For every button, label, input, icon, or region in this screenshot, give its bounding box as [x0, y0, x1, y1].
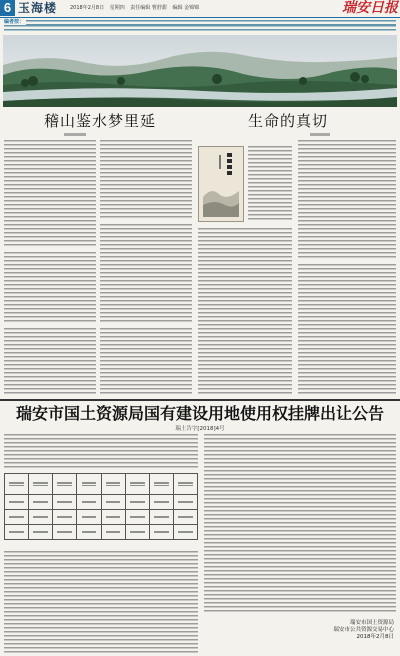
- cell-text-mark: [57, 516, 72, 518]
- cell-text-mark: [82, 516, 97, 518]
- cell-text-mark: [130, 501, 145, 503]
- table-cell: [53, 510, 77, 525]
- table-cell: [77, 525, 101, 540]
- table-cell: [125, 510, 149, 525]
- cell-text-mark: [9, 485, 24, 487]
- table-cell: [5, 525, 29, 540]
- article-body-column: [298, 140, 396, 260]
- notice-body-text: [4, 551, 198, 655]
- table-cell: [149, 525, 173, 540]
- article-body-column: [4, 140, 96, 248]
- notice-title: 瑞安市国土资源局国有建设用地使用权挂牌出让公告: [15, 404, 384, 423]
- cell-text-mark: [57, 482, 72, 484]
- table-cell: [5, 495, 29, 510]
- table-cell: [173, 474, 197, 495]
- editor-note-text: [4, 25, 396, 33]
- table-cell: [125, 525, 149, 540]
- table-header-row: [5, 474, 198, 495]
- cell-text-mark: [106, 501, 121, 503]
- table-cell: [5, 510, 29, 525]
- cell-text-mark: [57, 531, 72, 533]
- notice-body-text: [204, 434, 396, 614]
- article-body-column: [4, 328, 96, 396]
- table-cell: [29, 510, 53, 525]
- table-cell: [29, 474, 53, 495]
- page-designer: 编辑 金锦锦: [172, 5, 200, 11]
- table-cell: [101, 525, 125, 540]
- cell-text-mark: [130, 516, 145, 518]
- article-byline: [310, 133, 330, 136]
- article-body-column: [100, 224, 192, 324]
- cell-text-mark: [178, 485, 193, 487]
- table-cell: [101, 495, 125, 510]
- cell-text-mark: [154, 501, 169, 503]
- editor-note-label: 编者按：: [4, 19, 25, 25]
- cell-text-mark: [154, 516, 169, 518]
- book-cover-image: [198, 146, 244, 222]
- cell-text-mark: [33, 482, 48, 484]
- book-cover-art: [199, 147, 243, 221]
- responsible-editor: 责任编辑 曹舒甜: [130, 5, 167, 11]
- cell-text-mark: [130, 485, 145, 487]
- issue-date: 2018年2月8日: [70, 5, 105, 11]
- cell-text-mark: [178, 501, 193, 503]
- table-cell: [101, 510, 125, 525]
- landscape-image: [3, 35, 397, 107]
- section-title: 玉海楼: [18, 1, 58, 15]
- cell-text-mark: [106, 485, 121, 487]
- table-cell: [149, 495, 173, 510]
- cell-text-mark: [106, 531, 121, 533]
- landscape-photo: [3, 35, 397, 107]
- table-cell: [53, 495, 77, 510]
- article-headline: 生命的真切: [248, 112, 329, 130]
- table-cell: [77, 495, 101, 510]
- newspaper-logo: 瑞安日报: [342, 0, 398, 16]
- notice-body-text: [4, 434, 198, 470]
- cell-text-mark: [9, 482, 24, 484]
- table-cell: [125, 474, 149, 495]
- signature-line: 瑞安市国土资源局: [349, 620, 394, 626]
- cell-text-mark: [33, 531, 48, 533]
- issue-meta: [70, 5, 203, 11]
- cell-text-mark: [178, 531, 193, 533]
- cell-text-mark: [154, 482, 169, 484]
- cell-text-mark: [9, 516, 24, 518]
- table-cell: [173, 510, 197, 525]
- table-cell: [29, 495, 53, 510]
- article-body-column: [298, 264, 396, 396]
- table-cell: [173, 525, 197, 540]
- table-cell: [29, 525, 53, 540]
- cell-text-mark: [57, 485, 72, 487]
- cell-text-mark: [82, 485, 97, 487]
- article-body-column: [198, 228, 292, 396]
- land-plot-table-grid: [4, 473, 198, 540]
- table-row: [5, 510, 198, 525]
- table-cell: [173, 495, 197, 510]
- cell-text-mark: [178, 516, 193, 518]
- article-body-column: [248, 146, 292, 222]
- article-byline: [64, 133, 86, 136]
- cell-text-mark: [130, 482, 145, 484]
- cell-text-mark: [106, 516, 121, 518]
- article-headline: 稽山鉴水梦里延: [44, 112, 157, 130]
- cell-text-mark: [57, 501, 72, 503]
- cell-text-mark: [82, 531, 97, 533]
- cell-text-mark: [154, 485, 169, 487]
- cell-text-mark: [33, 516, 48, 518]
- section-divider: [0, 399, 400, 401]
- cell-text-mark: [9, 501, 24, 503]
- cell-text-mark: [82, 501, 97, 503]
- signature-line: 瑞安市公共资源交易中心: [333, 627, 394, 633]
- masthead-rule: [0, 17, 400, 18]
- notice-signature: [333, 620, 394, 641]
- table-cell: [149, 474, 173, 495]
- table-row: [5, 495, 198, 510]
- land-plot-table: [4, 473, 198, 547]
- table-cell: [77, 510, 101, 525]
- article-body-column: [100, 328, 192, 396]
- cell-text-mark: [82, 482, 97, 484]
- cell-text-mark: [178, 482, 193, 484]
- page-number-badge: 6: [0, 0, 15, 16]
- article-body-column: [100, 140, 192, 220]
- cell-text-mark: [33, 485, 48, 487]
- table-cell: [77, 474, 101, 495]
- table-cell: [53, 525, 77, 540]
- signature-date: 2018年2月8日: [356, 634, 394, 640]
- cell-text-mark: [154, 531, 169, 533]
- table-row: [5, 525, 198, 540]
- table-cell: [101, 474, 125, 495]
- issue-weekday: 星期四: [109, 5, 125, 11]
- cell-text-mark: [106, 482, 121, 484]
- table-cell: [5, 474, 29, 495]
- cell-text-mark: [9, 531, 24, 533]
- cell-text-mark: [130, 531, 145, 533]
- table-cell: [53, 474, 77, 495]
- notice-number: 瑞土告字[2018]4号: [175, 426, 225, 432]
- table-cell: [125, 495, 149, 510]
- article-body-column: [4, 252, 96, 324]
- cell-text-mark: [33, 501, 48, 503]
- table-cell: [149, 510, 173, 525]
